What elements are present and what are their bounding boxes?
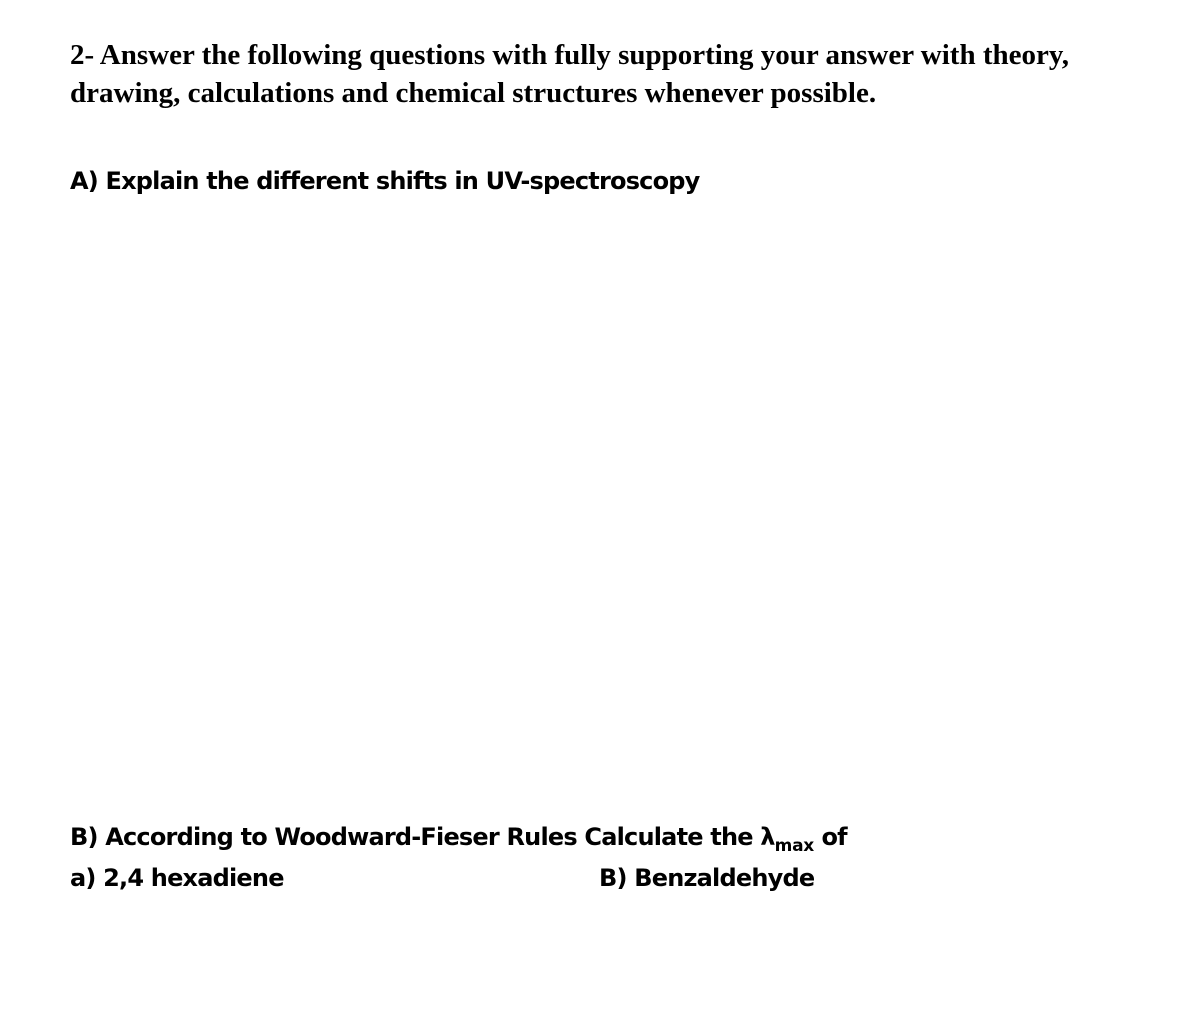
lambda-symbol: λ (760, 823, 775, 851)
question-b-item-a: a) 2,4 hexadiene (70, 864, 284, 892)
question-b-item-b: B) Benzaldehyde (599, 864, 815, 892)
heading-line-2: drawing, calculations and chemical structures whenever possible. (70, 77, 877, 109)
heading-line-1: 2- Answer the following questions with fully supporting your answer with theory, (70, 39, 1070, 71)
question-a: A) Explain the different shifts in UV-spectroscopy (70, 167, 700, 195)
question-b-suffix: of (813, 823, 847, 851)
lambda-max-subscript: max (774, 836, 814, 856)
question-heading (70, 36, 1150, 112)
question-b (70, 822, 847, 861)
question-b-prefix: B) According to Woodward-Fieser Rules Calculate the (70, 823, 761, 851)
